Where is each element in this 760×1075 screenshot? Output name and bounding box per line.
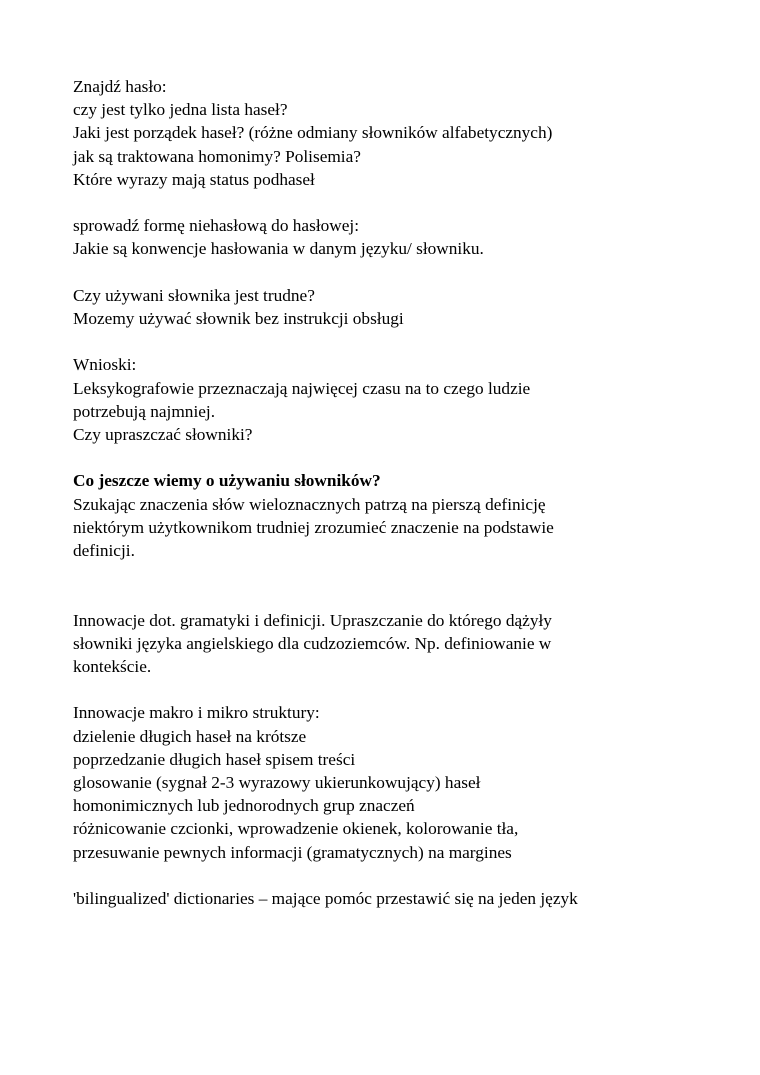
text-line: Innowacje makro i mikro struktury: (73, 703, 320, 723)
section-dictionary-use (73, 284, 693, 330)
section-find-entry (73, 75, 693, 191)
text-line: poprzedzanie długich haseł spisem treści (73, 749, 356, 769)
text-line: Jakie są konwencje hasłowania w danym języku/ słowniku. (73, 239, 484, 259)
text-line: dzielenie długich haseł na krótsze (73, 726, 307, 746)
section-heading: Co jeszcze wiemy o używaniu słowników? (73, 471, 381, 491)
text-line: 'bilingualized' dictionaries – mające pomóc przestawić się na jeden język (73, 889, 578, 908)
text-line: przesuwanie pewnych informacji (gramatycznych) na margines (73, 842, 512, 862)
text-line: Leksykografowie przeznaczają najwięcej czasu na to czego ludzie (73, 378, 531, 398)
text-line: Jaki jest porządek haseł? (różne odmiany słowników alfabetycznych) (73, 123, 553, 143)
text-line: Znajdź hasło: (73, 77, 167, 96)
text-line: glosowanie (sygnał 2-3 wyrazowy ukierunkowujący) haseł (73, 773, 481, 792)
section-grammar-innovations (73, 609, 693, 679)
text-line: niektórym użytkownikom trudniej zrozumieć znaczenie na podstawie (73, 517, 554, 537)
text-line: homonimicznych lub jednorodnych grup znaczeń (73, 796, 415, 816)
text-line: czy jest tylko jedna lista haseł? (73, 100, 288, 120)
text-line: Mozemy używać słownik bez instrukcji obsługi (73, 309, 404, 328)
text-line: Szukając znaczenia słów wieloznacznych patrzą na pierszą definicję (73, 494, 546, 514)
text-line: słowniki języka angielskiego dla cudzoziemców. Np. definiowanie w (73, 633, 552, 653)
document-page (73, 75, 693, 910)
text-line: potrzebują najmniej. (73, 401, 216, 421)
text-line: jak są traktowana homonimy? Polisemia? (73, 146, 361, 166)
section-what-else (73, 469, 693, 562)
text-line: sprowadź formę niehasłową do hasłowej: (73, 216, 360, 236)
section-structure-innovations (73, 701, 693, 863)
text-line: kontekście. (73, 657, 152, 676)
text-line: Czy używani słownika jest trudne? (73, 285, 315, 305)
text-line: różnicowanie czcionki, wprowadzenie okienek, kolorowanie tła, (73, 819, 519, 839)
section-lemma-form (73, 214, 693, 260)
text-line: Które wyrazy mają status podhaseł (73, 169, 315, 189)
section-conclusions (73, 353, 693, 446)
text-line: Innowacje dot. gramatyki i definicji. Upraszczanie do którego dążyły (73, 610, 552, 630)
text-line: Czy upraszczać słowniki? (73, 425, 253, 444)
section-bilingualized (73, 887, 693, 910)
text-line: Wnioski: (73, 355, 137, 375)
text-line: definicji. (73, 541, 135, 560)
